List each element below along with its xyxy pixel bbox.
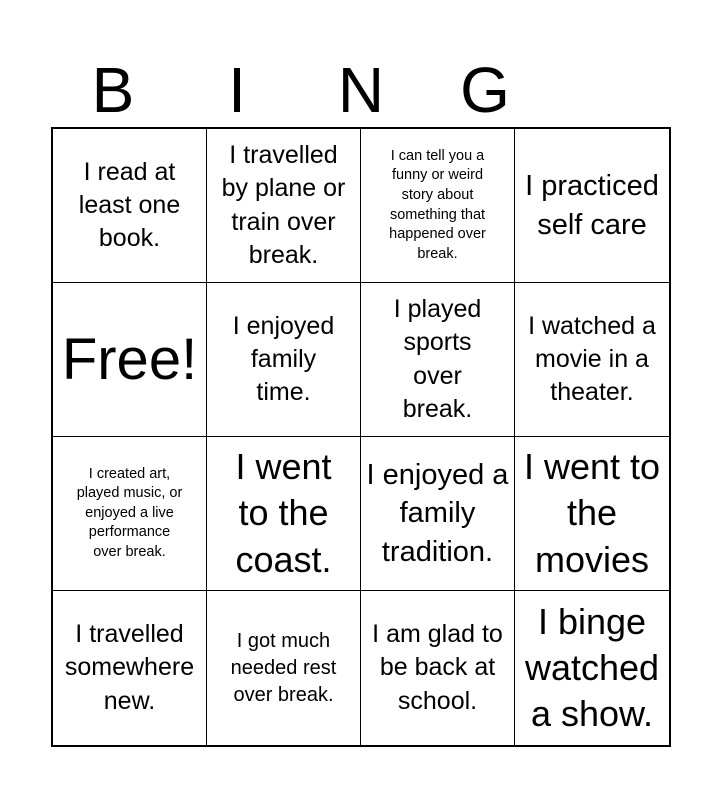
bingo-cell[interactable]: I travelled by plane or train over break. <box>207 129 361 283</box>
bingo-cell[interactable]: I got much needed rest over break. <box>207 591 361 745</box>
free-space[interactable]: Free! <box>53 283 207 437</box>
bingo-header <box>51 52 671 128</box>
bingo-cell[interactable]: I enjoyed family time. <box>207 283 361 437</box>
bingo-board <box>51 127 671 747</box>
bingo-cell[interactable]: I created art, played music, or enjoyed a live performance over break. <box>53 437 207 591</box>
bingo-cell[interactable]: I played sports over break. <box>361 283 515 437</box>
bingo-cell[interactable]: I am glad to be back at school. <box>361 591 515 745</box>
bingo-cell[interactable]: I can tell you a funny or weird story about something that happened over break. <box>361 129 515 283</box>
bingo-cell[interactable]: I went to the coast. <box>207 437 361 591</box>
bingo-cell[interactable]: I went to the movies <box>515 437 669 591</box>
header-letter-b: B <box>91 54 135 126</box>
bingo-cell[interactable]: I travelled somewhere new. <box>53 591 207 745</box>
header-letter-i: I <box>228 54 246 126</box>
header-letter-g: G <box>460 54 510 126</box>
bingo-cell[interactable]: I read at least one book. <box>53 129 207 283</box>
bingo-cell[interactable]: I binge watched a show. <box>524 600 660 735</box>
bingo-cell[interactable]: I practiced self care <box>515 129 669 283</box>
bingo-cell[interactable]: I watched a movie in a theater. <box>515 283 669 437</box>
header-letter-n: N <box>337 54 385 126</box>
bingo-cell[interactable]: I enjoyed a family tradition. <box>361 437 515 591</box>
